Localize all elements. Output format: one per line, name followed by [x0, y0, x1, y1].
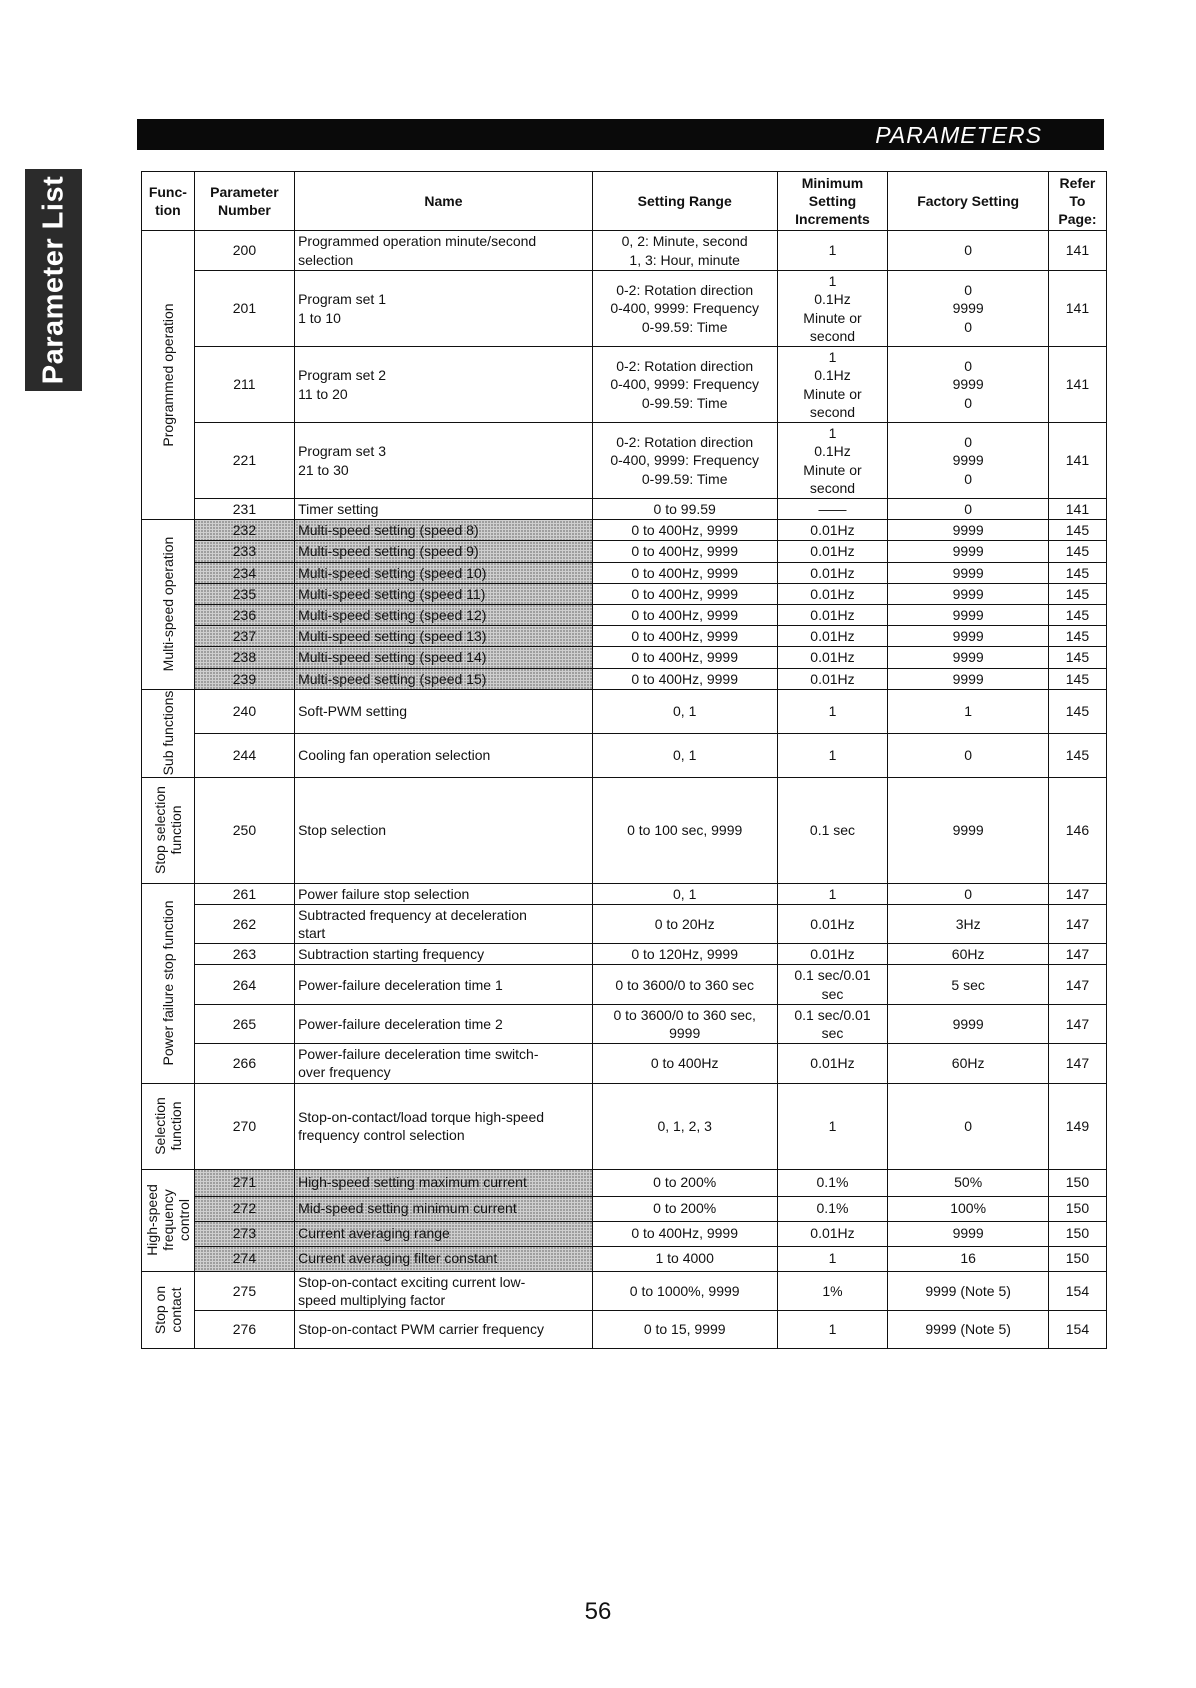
min-increment-cell: 1 — [777, 1246, 888, 1271]
table-row — [142, 423, 1107, 499]
factory-setting-cell: 9999 — [888, 668, 1048, 689]
min-increment-cell: 0.01Hz — [777, 668, 888, 689]
param-number-cell: 200 — [194, 231, 294, 271]
side-tab — [25, 169, 82, 391]
setting-range-cell: 0-2: Rotation direction 0-400, 9999: Frequency 0-99.59: Time — [592, 347, 777, 423]
factory-setting-cell: 0 — [888, 499, 1048, 520]
table-row — [142, 689, 1107, 733]
table-row — [142, 883, 1107, 904]
function-group-cell — [142, 231, 195, 520]
param-name-cell: Multi-speed setting (speed 8) — [295, 520, 593, 541]
parameter-table — [141, 171, 1107, 1349]
setting-range-cell: 0 to 200% — [592, 1169, 777, 1196]
refer-page-cell: 150 — [1048, 1169, 1106, 1196]
param-name-cell: Multi-speed setting (speed 12) — [295, 604, 593, 625]
param-number-cell: 261 — [194, 883, 294, 904]
param-number-cell: 262 — [194, 904, 294, 943]
header-parameter-number: Parameter Number — [194, 172, 294, 231]
min-increment-cell: 0.01Hz — [777, 520, 888, 541]
header-minimum-setting-increments: Minimum Setting Increments — [777, 172, 888, 231]
param-name-cell: Multi-speed setting (speed 10) — [295, 562, 593, 583]
min-increment-cell: 1 — [777, 883, 888, 904]
param-number-cell: 211 — [194, 347, 294, 423]
refer-page-cell: 141 — [1048, 499, 1106, 520]
table-row — [142, 647, 1107, 668]
param-name-cell: Programmed operation minute/second selection — [295, 231, 593, 271]
table-row — [142, 965, 1107, 1004]
param-number-cell: 238 — [194, 647, 294, 668]
setting-range-cell: 0 to 400Hz, 9999 — [592, 604, 777, 625]
param-number-cell: 250 — [194, 777, 294, 883]
refer-page-cell: 141 — [1048, 231, 1106, 271]
param-number-cell: 272 — [194, 1196, 294, 1221]
refer-page-cell: 141 — [1048, 271, 1106, 347]
min-increment-cell: 0.01Hz — [777, 944, 888, 965]
factory-setting-cell: 9999 — [888, 583, 1048, 604]
min-increment-cell: 0.01Hz — [777, 626, 888, 647]
min-increment-cell: 1 — [777, 231, 888, 271]
factory-setting-cell: 9999 — [888, 562, 1048, 583]
factory-setting-cell: 9999 — [888, 1221, 1048, 1246]
factory-setting-cell: 0 — [888, 883, 1048, 904]
param-name-cell: Stop selection — [295, 777, 593, 883]
refer-page-cell: 145 — [1048, 689, 1106, 733]
setting-range-cell: 0 to 200% — [592, 1196, 777, 1221]
factory-setting-cell: 0 — [888, 733, 1048, 777]
min-increment-cell: 1% — [777, 1271, 888, 1310]
param-name-cell: Program set 3 21 to 30 — [295, 423, 593, 499]
factory-setting-cell: 0 9999 0 — [888, 347, 1048, 423]
table-row — [142, 1004, 1107, 1043]
setting-range-cell: 0 to 400Hz, 9999 — [592, 647, 777, 668]
min-increment-cell: 0.1 sec — [777, 777, 888, 883]
param-name-cell: Subtracted frequency at deceleration start — [295, 904, 593, 943]
refer-page-cell: 147 — [1048, 883, 1106, 904]
table-row — [142, 626, 1107, 647]
param-number-cell: 237 — [194, 626, 294, 647]
refer-page-cell: 145 — [1048, 541, 1106, 562]
param-name-cell: Current averaging filter constant — [295, 1246, 593, 1271]
param-number-cell: 234 — [194, 562, 294, 583]
min-increment-cell: 0.01Hz — [777, 562, 888, 583]
param-number-cell: 275 — [194, 1271, 294, 1310]
function-group-label: Selection function — [151, 1097, 184, 1155]
min-increment-cell: 0.01Hz — [777, 1044, 888, 1083]
setting-range-cell: 0-2: Rotation direction 0-400, 9999: Frequency 0-99.59: Time — [592, 423, 777, 499]
param-name-cell: Subtraction starting frequency — [295, 944, 593, 965]
function-group-label: Stop selection function — [151, 786, 184, 875]
refer-page-cell: 147 — [1048, 1004, 1106, 1043]
factory-setting-cell: 9999 — [888, 604, 1048, 625]
param-name-cell: Cooling fan operation selection — [295, 733, 593, 777]
param-name-cell: Multi-speed setting (speed 13) — [295, 626, 593, 647]
param-name-cell: Power-failure deceleration time 1 — [295, 965, 593, 1004]
param-name-cell: Multi-speed setting (speed 11) — [295, 583, 593, 604]
setting-range-cell: 0 to 400Hz, 9999 — [592, 562, 777, 583]
setting-range-cell: 0 to 400Hz, 9999 — [592, 668, 777, 689]
factory-setting-cell: 9999 — [888, 541, 1048, 562]
refer-page-cell: 145 — [1048, 647, 1106, 668]
function-group-cell — [142, 883, 195, 1083]
param-name-cell: Power failure stop selection — [295, 883, 593, 904]
function-group-cell — [142, 689, 195, 777]
setting-range-cell: 0 to 400Hz, 9999 — [592, 583, 777, 604]
table-row — [142, 347, 1107, 423]
setting-range-cell: 0 to 20Hz — [592, 904, 777, 943]
param-number-cell: 232 — [194, 520, 294, 541]
refer-page-cell: 147 — [1048, 944, 1106, 965]
table-row — [142, 583, 1107, 604]
min-increment-cell: 0.1 sec/0.01 sec — [777, 965, 888, 1004]
param-name-cell: Timer setting — [295, 499, 593, 520]
setting-range-cell: 0 to 120Hz, 9999 — [592, 944, 777, 965]
factory-setting-cell: 50% — [888, 1169, 1048, 1196]
table-row — [142, 604, 1107, 625]
min-increment-cell: 0.01Hz — [777, 583, 888, 604]
factory-setting-cell: 9999 (Note 5) — [888, 1310, 1048, 1348]
factory-setting-cell: 9999 — [888, 520, 1048, 541]
factory-setting-cell: 9999 — [888, 1004, 1048, 1043]
param-name-cell: Multi-speed setting (speed 15) — [295, 668, 593, 689]
param-number-cell: 276 — [194, 1310, 294, 1348]
function-group-label: Multi-speed operation — [159, 537, 176, 672]
refer-page-cell: 141 — [1048, 347, 1106, 423]
min-increment-cell: 1 — [777, 1083, 888, 1169]
function-group-label: Stop on contact — [151, 1285, 184, 1334]
factory-setting-cell: 0 — [888, 231, 1048, 271]
factory-setting-cell: 3Hz — [888, 904, 1048, 943]
param-number-cell: 221 — [194, 423, 294, 499]
min-increment-cell: 1 0.1Hz Minute or second — [777, 423, 888, 499]
param-name-cell: Current averaging range — [295, 1221, 593, 1246]
table-row — [142, 733, 1107, 777]
factory-setting-cell: 0 — [888, 1083, 1048, 1169]
header-bar — [137, 119, 1104, 150]
function-group-cell — [142, 1169, 195, 1271]
refer-page-cell: 150 — [1048, 1196, 1106, 1221]
refer-page-cell: 141 — [1048, 423, 1106, 499]
function-group-label: High-speed frequency control — [143, 1184, 192, 1256]
param-number-cell: 244 — [194, 733, 294, 777]
table-row — [142, 1221, 1107, 1246]
header-refer-to-page: Refer To Page: — [1048, 172, 1106, 231]
function-group-label: Programmed operation — [159, 303, 176, 447]
param-name-cell: Stop-on-contact PWM carrier frequency — [295, 1310, 593, 1348]
setting-range-cell: 0 to 400Hz, 9999 — [592, 541, 777, 562]
setting-range-cell: 0, 2: Minute, second 1, 3: Hour, minute — [592, 231, 777, 271]
table-row — [142, 1083, 1107, 1169]
refer-page-cell: 145 — [1048, 562, 1106, 583]
table-row — [142, 231, 1107, 271]
min-increment-cell: 0.1 sec/0.01 sec — [777, 1004, 888, 1043]
refer-page-cell: 145 — [1048, 520, 1106, 541]
table-header-row — [142, 172, 1107, 231]
table-row — [142, 541, 1107, 562]
header-factory-setting: Factory Setting — [888, 172, 1048, 231]
min-increment-cell: 0.01Hz — [777, 647, 888, 668]
param-name-cell: Soft-PWM setting — [295, 689, 593, 733]
setting-range-cell: 0, 1 — [592, 883, 777, 904]
setting-range-cell: 0 to 400Hz, 9999 — [592, 520, 777, 541]
min-increment-cell: 0.1% — [777, 1196, 888, 1221]
setting-range-cell: 1 to 4000 — [592, 1246, 777, 1271]
param-name-cell: Multi-speed setting (speed 14) — [295, 647, 593, 668]
min-increment-cell: 1 — [777, 1310, 888, 1348]
refer-page-cell: 149 — [1048, 1083, 1106, 1169]
setting-range-cell: 0-2: Rotation direction 0-400, 9999: Frequency 0-99.59: Time — [592, 271, 777, 347]
param-number-cell: 263 — [194, 944, 294, 965]
min-increment-cell: 0.1% — [777, 1169, 888, 1196]
param-name-cell: Power-failure deceleration time switch- over frequency — [295, 1044, 593, 1083]
min-increment-cell: 0.01Hz — [777, 1221, 888, 1246]
param-number-cell: 270 — [194, 1083, 294, 1169]
table-row — [142, 1246, 1107, 1271]
factory-setting-cell: 1 — [888, 689, 1048, 733]
factory-setting-cell: 0 9999 0 — [888, 423, 1048, 499]
param-number-cell: 266 — [194, 1044, 294, 1083]
side-tab-label: Parameter List — [37, 175, 69, 385]
setting-range-cell: 0, 1 — [592, 689, 777, 733]
param-number-cell: 239 — [194, 668, 294, 689]
header-name: Name — [295, 172, 593, 231]
param-number-cell: 274 — [194, 1246, 294, 1271]
param-name-cell: Power-failure deceleration time 2 — [295, 1004, 593, 1043]
factory-setting-cell: 9999 — [888, 777, 1048, 883]
param-number-cell: 201 — [194, 271, 294, 347]
min-increment-cell: 1 0.1Hz Minute or second — [777, 347, 888, 423]
factory-setting-cell: 0 9999 0 — [888, 271, 1048, 347]
setting-range-cell: 0 to 400Hz, 9999 — [592, 626, 777, 647]
setting-range-cell: 0 to 3600/0 to 360 sec, 9999 — [592, 1004, 777, 1043]
table-row — [142, 1310, 1107, 1348]
table-row — [142, 499, 1107, 520]
refer-page-cell: 150 — [1048, 1246, 1106, 1271]
refer-page-cell: 145 — [1048, 626, 1106, 647]
header-setting-range: Setting Range — [592, 172, 777, 231]
refer-page-cell: 154 — [1048, 1310, 1106, 1348]
setting-range-cell: 0 to 400Hz, 9999 — [592, 1221, 777, 1246]
header-title: PARAMETERS — [875, 122, 1042, 148]
table-row — [142, 1271, 1107, 1310]
min-increment-cell: —— — [777, 499, 888, 520]
function-group-cell — [142, 520, 195, 690]
factory-setting-cell: 100% — [888, 1196, 1048, 1221]
min-increment-cell: 1 0.1Hz Minute or second — [777, 271, 888, 347]
table-row — [142, 1196, 1107, 1221]
factory-setting-cell: 60Hz — [888, 944, 1048, 965]
refer-page-cell: 147 — [1048, 904, 1106, 943]
param-number-cell: 240 — [194, 689, 294, 733]
header-function: Func- tion — [142, 172, 195, 231]
min-increment-cell: 0.01Hz — [777, 904, 888, 943]
param-number-cell: 231 — [194, 499, 294, 520]
setting-range-cell: 0 to 15, 9999 — [592, 1310, 777, 1348]
refer-page-cell: 146 — [1048, 777, 1106, 883]
function-group-cell — [142, 1083, 195, 1169]
table-row — [142, 904, 1107, 943]
min-increment-cell: 0.01Hz — [777, 604, 888, 625]
refer-page-cell: 147 — [1048, 1044, 1106, 1083]
setting-range-cell: 0 to 100 sec, 9999 — [592, 777, 777, 883]
refer-page-cell: 145 — [1048, 583, 1106, 604]
param-number-cell: 236 — [194, 604, 294, 625]
param-number-cell: 273 — [194, 1221, 294, 1246]
param-number-cell: 233 — [194, 541, 294, 562]
table-row — [142, 1044, 1107, 1083]
param-number-cell: 264 — [194, 965, 294, 1004]
table-row — [142, 271, 1107, 347]
refer-page-cell: 145 — [1048, 604, 1106, 625]
setting-range-cell: 0, 1, 2, 3 — [592, 1083, 777, 1169]
factory-setting-cell: 9999 — [888, 626, 1048, 647]
refer-page-cell: 145 — [1048, 668, 1106, 689]
param-number-cell: 235 — [194, 583, 294, 604]
param-name-cell: Stop-on-contact/load torque high-speed frequency control selection — [295, 1083, 593, 1169]
refer-page-cell: 150 — [1048, 1221, 1106, 1246]
min-increment-cell: 1 — [777, 689, 888, 733]
param-number-cell: 265 — [194, 1004, 294, 1043]
param-name-cell: Mid-speed setting minimum current — [295, 1196, 593, 1221]
table-row — [142, 520, 1107, 541]
param-number-cell: 271 — [194, 1169, 294, 1196]
param-name-cell: Stop-on-contact exciting current low- speed multiplying factor — [295, 1271, 593, 1310]
table-row — [142, 668, 1107, 689]
function-group-label: Power failure stop function — [159, 900, 176, 1066]
factory-setting-cell: 9999 (Note 5) — [888, 1271, 1048, 1310]
table-row — [142, 562, 1107, 583]
setting-range-cell: 0 to 3600/0 to 360 sec — [592, 965, 777, 1004]
param-name-cell: Program set 2 11 to 20 — [295, 347, 593, 423]
factory-setting-cell: 5 sec — [888, 965, 1048, 1004]
factory-setting-cell: 9999 — [888, 647, 1048, 668]
param-name-cell: High-speed setting maximum current — [295, 1169, 593, 1196]
min-increment-cell: 1 — [777, 733, 888, 777]
function-group-cell — [142, 777, 195, 883]
function-group-label: Sub functions — [159, 690, 176, 776]
param-name-cell: Multi-speed setting (speed 9) — [295, 541, 593, 562]
setting-range-cell: 0 to 400Hz — [592, 1044, 777, 1083]
table-row — [142, 944, 1107, 965]
min-increment-cell: 0.01Hz — [777, 541, 888, 562]
factory-setting-cell: 16 — [888, 1246, 1048, 1271]
refer-page-cell: 154 — [1048, 1271, 1106, 1310]
table-body — [142, 231, 1107, 1349]
table-row — [142, 777, 1107, 883]
refer-page-cell: 147 — [1048, 965, 1106, 1004]
setting-range-cell: 0 to 1000%, 9999 — [592, 1271, 777, 1310]
setting-range-cell: 0, 1 — [592, 733, 777, 777]
table-row — [142, 1169, 1107, 1196]
function-group-cell — [142, 1271, 195, 1348]
setting-range-cell: 0 to 99.59 — [592, 499, 777, 520]
param-name-cell: Program set 1 1 to 10 — [295, 271, 593, 347]
page-number: 56 — [584, 1598, 612, 1625]
factory-setting-cell: 60Hz — [888, 1044, 1048, 1083]
refer-page-cell: 145 — [1048, 733, 1106, 777]
